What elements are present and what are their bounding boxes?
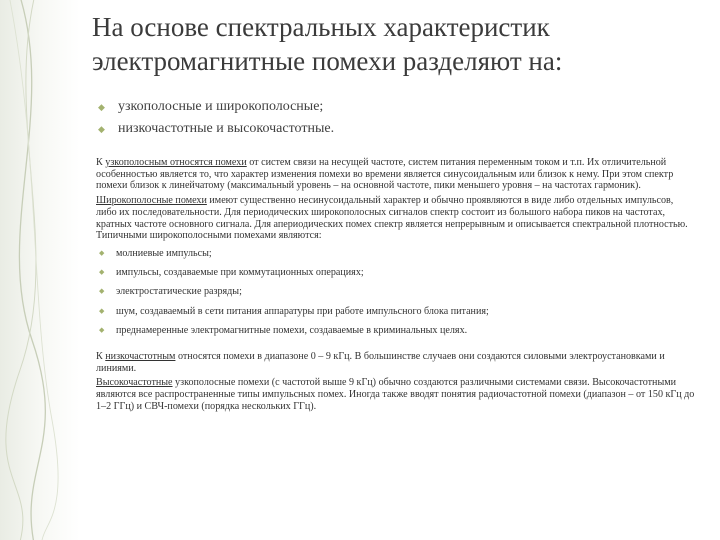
typical-list xyxy=(96,244,696,340)
typical-item: ◆ преднамеренные электромагнитные помехи, создаваемые в криминальных целях. xyxy=(96,321,696,340)
highfreq-text: узкополосные помехи (с частотой выше 9 кГц) обычно создаются различными системами связи. Высокочастотными являются все распространенные типы импульсных помех. Иногда также вводят понятия радиочастотной помехи (диапазон – от 150 кГц до 1–2 ГГц) и СВЧ-помехи (порядка нескольких ГГц). xyxy=(96,377,695,412)
slide-title xyxy=(92,10,702,78)
narrowband-prefix: К xyxy=(96,157,106,168)
title-line-2: электромагнитные помехи разделяют на: xyxy=(92,46,563,76)
deco-curve-3 xyxy=(8,0,58,540)
body-text xyxy=(96,157,696,412)
narrowband-paragraph xyxy=(96,157,696,192)
bullet-item: ◆ низкочастотные и высокочастотные. xyxy=(98,118,698,140)
typical-intro: Типичными широкополосными помехами являются: xyxy=(96,230,322,242)
lowfreq-text: относятся помехи в диапазоне 0 – 9 кГц. В большинстве случаев они создаются силовыми электроустановками и линиями. xyxy=(96,350,665,374)
narrowband-text: от систем связи на несущей частоте, систем питания переменным током и т.п. Их отличительной особенностью является то, что характер изменения помехи во времени является синусоидальным или близок к нему. При этом спектр помехи близок к линейчатому (максимальный уровень – на основной частоте, пики меньшего уровня – на частотах гармоник). xyxy=(96,157,674,192)
broadband-text: имеют существенно несинусоидальный характер и обычно проявляются в виде либо отдельных импульсов, либо их последовательности. Для периодических широкополосных сигналов спектр состоит из большого набора пиков на частотах, кратных частоте основного сигнала. Для апериодических помех спектр является непрерывным и описывается спектральной плотностью. xyxy=(96,195,688,230)
bullet-item: ◆ узкополосные и широкополосные; xyxy=(98,96,698,118)
decorative-curves xyxy=(0,0,90,540)
broadband-term: Широкополосные помехи xyxy=(96,195,207,207)
highfreq-paragraph xyxy=(96,377,696,412)
typical-item: ◆ молниевые импульсы; xyxy=(96,244,696,263)
typical-item: ◆ электростатические разряды; xyxy=(96,282,696,301)
narrowband-term: узкополосным относятся помехи xyxy=(105,157,247,168)
main-bullet-list xyxy=(98,96,698,140)
lowfreq-term: низкочастотным xyxy=(105,350,176,362)
typical-item: ◆ шум, создаваемый в сети питания аппаратуры при работе импульсного блока питания; xyxy=(96,302,696,321)
highfreq-term: Высокочастотные xyxy=(96,377,173,389)
typical-item: ◆ импульсы, создаваемые при коммутационных операциях; xyxy=(96,263,696,282)
title-line-1: На основе спектральных характеристик xyxy=(92,12,550,42)
broadband-paragraph xyxy=(96,195,696,230)
lowfreq-paragraph xyxy=(96,351,696,374)
lowfreq-prefix: К xyxy=(96,350,106,362)
